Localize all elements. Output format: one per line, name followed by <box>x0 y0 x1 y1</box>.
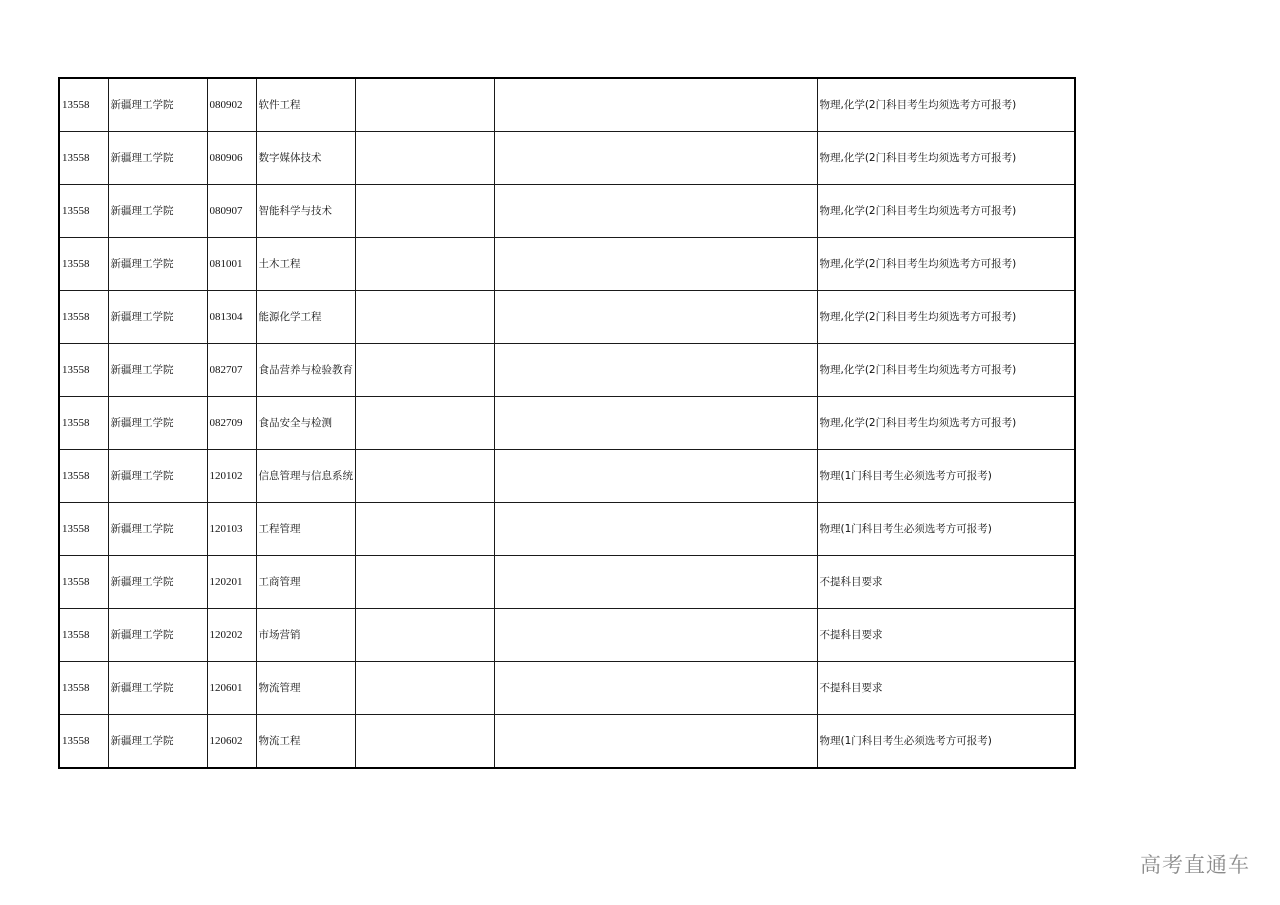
table-row <box>59 503 1075 556</box>
school-name-cell: 新疆理工学院 <box>108 715 207 769</box>
empty-cell <box>355 556 494 609</box>
table-row <box>59 132 1075 185</box>
empty-cell <box>494 662 817 715</box>
school-code-cell: 13558 <box>59 344 108 397</box>
major-code-cell: 080907 <box>207 185 256 238</box>
school-code-cell: 13558 <box>59 291 108 344</box>
school-code-cell: 13558 <box>59 503 108 556</box>
subject-requirement-cell: 物理,化学(2门科目考生均须选考方可报考) <box>817 132 1075 185</box>
empty-cell <box>494 450 817 503</box>
major-code-cell: 120202 <box>207 609 256 662</box>
empty-cell <box>494 397 817 450</box>
school-name-cell: 新疆理工学院 <box>108 238 207 291</box>
major-code-cell: 120201 <box>207 556 256 609</box>
school-name-cell: 新疆理工学院 <box>108 291 207 344</box>
table-row <box>59 556 1075 609</box>
school-code-cell: 13558 <box>59 132 108 185</box>
empty-cell <box>494 185 817 238</box>
empty-cell <box>494 609 817 662</box>
empty-cell <box>494 715 817 769</box>
subject-requirement-cell: 不提科目要求 <box>817 662 1075 715</box>
table-row <box>59 450 1075 503</box>
school-name-cell: 新疆理工学院 <box>108 662 207 715</box>
empty-cell <box>355 662 494 715</box>
school-name-cell: 新疆理工学院 <box>108 450 207 503</box>
empty-cell <box>355 609 494 662</box>
major-code-cell: 082707 <box>207 344 256 397</box>
school-code-cell: 13558 <box>59 238 108 291</box>
school-name-cell: 新疆理工学院 <box>108 556 207 609</box>
empty-cell <box>355 503 494 556</box>
school-code-cell: 13558 <box>59 609 108 662</box>
major-code-cell: 120102 <box>207 450 256 503</box>
table-row <box>59 609 1075 662</box>
table-row <box>59 344 1075 397</box>
empty-cell <box>355 291 494 344</box>
subject-requirement-cell: 物理,化学(2门科目考生均须选考方可报考) <box>817 185 1075 238</box>
major-name-cell: 软件工程 <box>256 78 355 132</box>
major-name-cell: 物流工程 <box>256 715 355 769</box>
major-name-cell: 食品安全与检测 <box>256 397 355 450</box>
school-code-cell: 13558 <box>59 715 108 769</box>
empty-cell <box>355 238 494 291</box>
major-name-cell: 信息管理与信息系统 <box>256 450 355 503</box>
subject-requirement-cell: 不提科目要求 <box>817 556 1075 609</box>
empty-cell <box>494 238 817 291</box>
major-name-cell: 智能科学与技术 <box>256 185 355 238</box>
major-name-cell: 食品营养与检验教育 <box>256 344 355 397</box>
empty-cell <box>494 344 817 397</box>
empty-cell <box>355 78 494 132</box>
empty-cell <box>355 344 494 397</box>
school-code-cell: 13558 <box>59 185 108 238</box>
school-name-cell: 新疆理工学院 <box>108 344 207 397</box>
subject-requirement-cell: 物理,化学(2门科目考生均须选考方可报考) <box>817 291 1075 344</box>
empty-cell <box>494 291 817 344</box>
table-row <box>59 662 1075 715</box>
watermark-text: 高考直通车 <box>1140 853 1250 877</box>
subject-requirement-cell: 物理(1门科目考生必须选考方可报考) <box>817 715 1075 769</box>
major-code-cell: 082709 <box>207 397 256 450</box>
table-row <box>59 291 1075 344</box>
subject-requirement-cell: 物理,化学(2门科目考生均须选考方可报考) <box>817 344 1075 397</box>
table-row <box>59 238 1075 291</box>
major-name-cell: 能源化学工程 <box>256 291 355 344</box>
school-name-cell: 新疆理工学院 <box>108 78 207 132</box>
empty-cell <box>355 185 494 238</box>
admission-requirements-table <box>58 77 1076 769</box>
school-code-cell: 13558 <box>59 556 108 609</box>
table-row <box>59 397 1075 450</box>
subject-requirement-cell: 物理(1门科目考生必须选考方可报考) <box>817 503 1075 556</box>
empty-cell <box>494 132 817 185</box>
major-name-cell: 市场营销 <box>256 609 355 662</box>
major-code-cell: 080906 <box>207 132 256 185</box>
empty-cell <box>355 132 494 185</box>
table-body <box>59 78 1075 768</box>
subject-requirement-cell: 不提科目要求 <box>817 609 1075 662</box>
major-name-cell: 工程管理 <box>256 503 355 556</box>
school-code-cell: 13558 <box>59 450 108 503</box>
table-row <box>59 185 1075 238</box>
subject-requirement-cell: 物理,化学(2门科目考生均须选考方可报考) <box>817 238 1075 291</box>
empty-cell <box>494 556 817 609</box>
empty-cell <box>355 397 494 450</box>
school-code-cell: 13558 <box>59 397 108 450</box>
subject-requirement-cell: 物理,化学(2门科目考生均须选考方可报考) <box>817 397 1075 450</box>
major-code-cell: 080902 <box>207 78 256 132</box>
empty-cell <box>494 503 817 556</box>
major-name-cell: 土木工程 <box>256 238 355 291</box>
school-name-cell: 新疆理工学院 <box>108 185 207 238</box>
school-name-cell: 新疆理工学院 <box>108 609 207 662</box>
school-code-cell: 13558 <box>59 78 108 132</box>
subject-requirement-cell: 物理,化学(2门科目考生均须选考方可报考) <box>817 78 1075 132</box>
school-name-cell: 新疆理工学院 <box>108 132 207 185</box>
major-code-cell: 120601 <box>207 662 256 715</box>
major-code-cell: 120602 <box>207 715 256 769</box>
subject-requirement-cell: 物理(1门科目考生必须选考方可报考) <box>817 450 1075 503</box>
empty-cell <box>355 450 494 503</box>
table-row <box>59 78 1075 132</box>
major-code-cell: 081304 <box>207 291 256 344</box>
empty-cell <box>355 715 494 769</box>
school-name-cell: 新疆理工学院 <box>108 397 207 450</box>
major-name-cell: 物流管理 <box>256 662 355 715</box>
major-code-cell: 081001 <box>207 238 256 291</box>
school-name-cell: 新疆理工学院 <box>108 503 207 556</box>
table-row <box>59 715 1075 769</box>
school-code-cell: 13558 <box>59 662 108 715</box>
major-code-cell: 120103 <box>207 503 256 556</box>
major-name-cell: 数字媒体技术 <box>256 132 355 185</box>
major-name-cell: 工商管理 <box>256 556 355 609</box>
empty-cell <box>494 78 817 132</box>
